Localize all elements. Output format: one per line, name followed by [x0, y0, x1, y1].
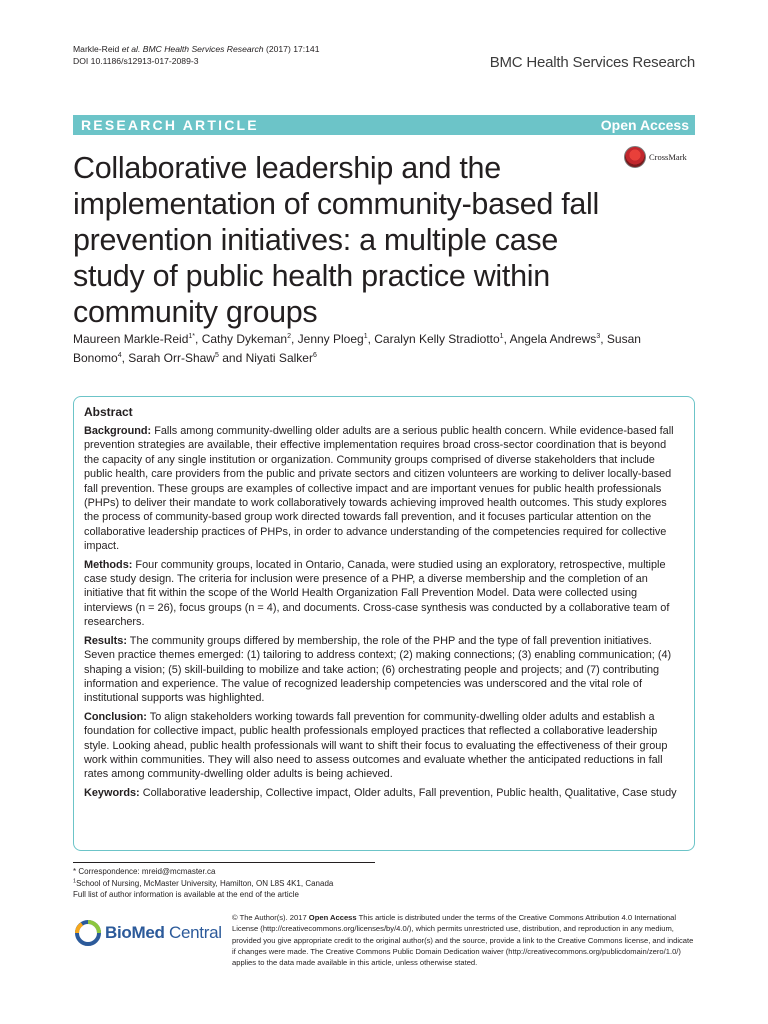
- author-name[interactable]: Susan Bonomo: [73, 332, 641, 365]
- license-copyright: © The Author(s). 2017: [232, 913, 309, 922]
- author-name[interactable]: Cathy Dykeman: [201, 332, 288, 346]
- author-affiliation-sup: 1*: [188, 333, 196, 340]
- author-separator: ,: [290, 332, 298, 346]
- citation-block: [73, 43, 319, 67]
- abstract-paragraph: [84, 558, 682, 630]
- abstract-section-label: Methods:: [84, 558, 133, 571]
- article-type-banner: [73, 115, 695, 135]
- author-affiliation-sup: 1: [499, 333, 504, 340]
- doi-link[interactable]: DOI 10.1186/s12913-017-2089-3: [73, 56, 199, 66]
- author-separator: ,: [367, 332, 375, 346]
- citation-authors: Markle-Reid: [73, 44, 122, 54]
- abstract-section-text: Four community groups, located in Ontario, Canada, were studied using an exploratory, retrospective, multiple case study design. The criteria for inclusion were presence of a PHP, a diverse membership and the completion of an initiative that fit within the scope of the World Health Organization Fall Prevention Model. Data were collected using interviews (n = 26), focus groups (n = 4), and documents. Cross-case synthesis was conducted by a collaborative team of researchers.: [84, 558, 670, 629]
- abstract-section-label: Results:: [84, 634, 127, 647]
- footnote-divider: [73, 862, 375, 863]
- abstract-paragraph: [84, 424, 682, 554]
- author-affiliation-sup: 4: [117, 352, 122, 359]
- citation-journal: et al. BMC Health Services Research: [121, 44, 264, 54]
- author-separator: ,: [600, 332, 607, 346]
- abstract-section-text: Collaborative leadership, Collective impact, Older adults, Fall prevention, Public health, Qualitative, Case study: [139, 786, 677, 799]
- author-separator: ,: [121, 351, 129, 365]
- crossmark-badge[interactable]: [624, 146, 687, 168]
- abstract-section-label: Keywords:: [84, 786, 140, 799]
- abstract-section-text: The community groups differed by membership, the role of the PHP and the type of fall prevention initiatives. Seven practice themes emerged: (1) tailoring to address context; (2) making connections; (3) enabling communication; (4) shaping a vision; (5) skill-building to mobilize and take action; (6) orchestrating people and projects; and (7) contributing information and experience. The value of recognized leadership competencies was underscored and the vital role of institutional supports was highlighted.: [84, 634, 672, 705]
- author-list: [73, 330, 693, 368]
- abstract-section-text: Falls among community-dwelling older adults are a serious public health concern. While evidence-based fall prevention strategies are available, their effective implementation requires broad cross-sector coordination that is beyond the capacity of any single institution or organization. Community groups comprised of diverse stakeholders that include public health, care providers from the public and private sectors and citizen volunteers are working to deliver locally-based fall prevention. These groups are examples of collective impact and are important venues for public health professionals (PHPs) to deliver their mandate to work collaboratively towards achieving improved health outcomes. This study explores the process of community-based group work directed towards fall prevention, and it focuses particular attention on the collaborative leadership practices of PHPs, in order to advance understanding of the competencies required for collective impact.: [84, 425, 674, 553]
- wordmark-central: Central: [164, 923, 222, 942]
- abstract-section-label: Conclusion:: [84, 710, 147, 723]
- author-name[interactable]: Niyati Salker: [245, 351, 313, 365]
- author-separator: ,: [195, 332, 202, 346]
- author-separator: and: [218, 351, 246, 365]
- biomed-central-logo-icon: [75, 920, 101, 946]
- crossmark-label: CrossMark: [649, 152, 687, 162]
- footnotes: [73, 866, 333, 901]
- author-name[interactable]: Maureen Markle-Reid: [73, 332, 189, 346]
- abstract-paragraph: [84, 710, 682, 782]
- author-info-note: Full list of author information is available at the end of the article: [73, 890, 299, 900]
- abstract-heading: Abstract: [84, 405, 133, 419]
- author-name[interactable]: Sarah Orr-Shaw: [128, 351, 215, 365]
- biomed-central-logo[interactable]: [75, 920, 222, 946]
- correspondence-email[interactable]: * Correspondence: mreid@mcmaster.ca: [73, 867, 216, 876]
- article-type-label: RESEARCH ARTICLE: [81, 117, 259, 133]
- abstract-section-label: Background:: [84, 425, 152, 437]
- open-access-label[interactable]: Open Access: [600, 117, 689, 133]
- license-text: This article is distributed under the terms of the Creative Commons Attribution 4.0 International License (http://creativecommons.org/licenses/by/4.0/), which permits unrestricted use, distribution, and reproduction in any medium, provided you give appropriate credit to the original author(s) and the source, provide a link to the Creative Commons license, and indicate if changes were made. The Creative Commons Public Domain Dedication waiver (http://creativecommons.org/publicdomain/zero/1.0/) applies to the data made available in this article, unless otherwise stated.: [232, 913, 694, 968]
- abstract-paragraph: [84, 634, 682, 706]
- citation-line: [73, 43, 319, 55]
- author-name[interactable]: Jenny Ploeg: [297, 332, 364, 346]
- wordmark-biomed: BioMed: [105, 923, 165, 942]
- license-open-access: Open Access: [308, 913, 357, 922]
- abstract-section-text: To align stakeholders working towards fall prevention for community-dwelling older adults and establish a foundation for collective impact, public health professionals employed practices that reflected a collaborative leadership style. Looking ahead, public health professionals will want to shift their focus to evaluating the effectiveness of their group work within communities. They will also need to assess outcomes and evaluate whether the anticipated reductions in fall rates among community-dwelling older adults is being achieved.: [84, 710, 668, 781]
- affiliation: [73, 878, 333, 890]
- license-statement: [232, 912, 697, 968]
- author-affiliation-sup: 6: [312, 352, 317, 359]
- author-affiliation-sup: 2: [287, 333, 291, 340]
- author-affiliation-sup: 1: [363, 333, 368, 340]
- abstract-sections: [84, 424, 682, 800]
- affiliation-text: School of Nursing, McMaster University, Hamilton, ON L8S 4K1, Canada: [76, 878, 334, 888]
- journal-name: BMC Health Services Research: [489, 54, 695, 71]
- author-name[interactable]: Angela Andrews: [509, 332, 597, 346]
- affiliation-sup: 1: [73, 877, 77, 884]
- abstract-paragraph: [84, 786, 682, 800]
- article-title: Collaborative leadership and the implementation of community-based fall prevention initiatives: a multiple case study of public health practice within community groups: [73, 151, 599, 329]
- abstract-box: [73, 396, 695, 851]
- biomed-central-wordmark: [105, 923, 222, 943]
- author-name[interactable]: Caralyn Kelly Stradiotto: [374, 332, 500, 346]
- author-affiliation-sup: 5: [214, 352, 219, 359]
- author-affiliation-sup: 3: [596, 333, 601, 340]
- citation-volume: (2017) 17:141: [263, 44, 320, 54]
- author-separator: ,: [503, 332, 510, 346]
